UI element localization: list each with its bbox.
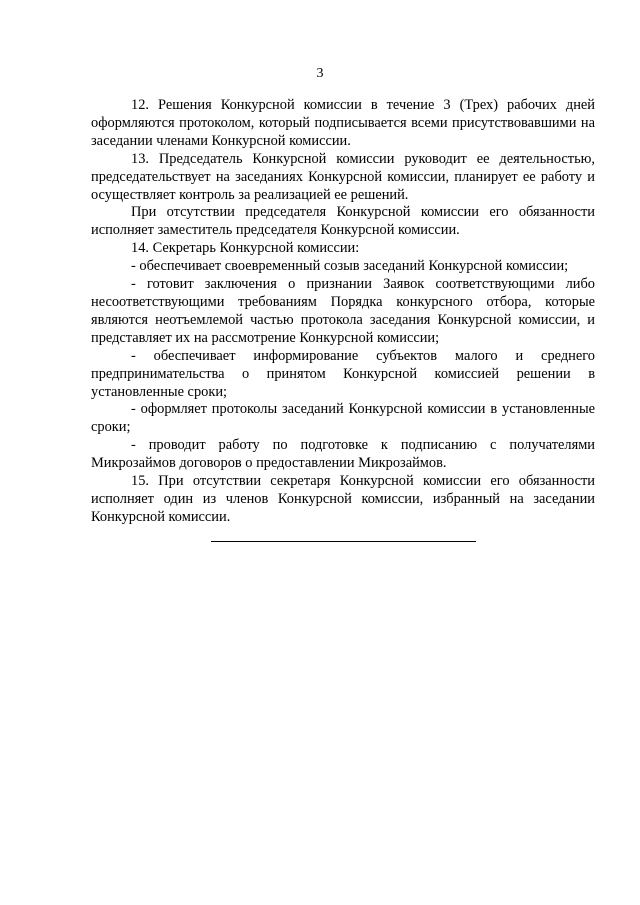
paragraph-13-chairman: 13. Председатель Конкурсной комиссии руководит ее деятельностью, председательствует на заседаниях Конкурсной комиссии, планирует ее работу и осуществляет контроль за реализацией ее решений.: [91, 150, 595, 203]
end-divider-line: [211, 541, 476, 542]
paragraph-12-decisions: 12. Решения Конкурсной комиссии в течение 3 (Трех) рабочих дней оформляются протоколом, который подписывается всеми присутствовавшими на заседании членами Конкурсной комиссии.: [91, 97, 595, 149]
paragraph-14-secretary: 14. Секретарь Конкурсной комиссии:: [131, 240, 360, 257]
list-item-conclusions: - готовит заключения о признании Заявок соответствующими либо несоответствующими требованиям Порядка конкурсного отбора, которые являются неотъемлемой частью протокола заседания Конкурсной комиссии, и представляет их на рассмотрение Конкурсной комиссии;: [91, 276, 595, 346]
list-item-convening: - обеспечивает своевременный созыв заседаний Конкурсной комиссии;: [131, 258, 569, 275]
list-item-informing: - обеспечивает информирование субъектов малого и среднего предпринимательства о принятом Конкурсной комиссией решении в установленные сроки;: [91, 347, 595, 400]
list-item-contracts: - проводит работу по подготовке к подписанию с получателями Микрозаймов договоров о предоставлении Микрозаймов.: [91, 437, 595, 472]
document-body: [91, 97, 595, 527]
list-item-minutes: - оформляет протоколы заседаний Конкурсной комиссии в установленные сроки;: [91, 401, 595, 436]
page-number: 3: [316, 66, 324, 81]
paragraph-15-secretary-absence: 15. При отсутствии секретаря Конкурсной комиссии его обязанности исполняет один из членов Конкурсной комиссии, избранный на заседании Конкурсной комиссии.: [91, 473, 595, 525]
paragraph-chairman-absence: При отсутствии председателя Конкурсной комиссии его обязанности исполняет заместитель председателя Конкурсной комиссии.: [91, 204, 595, 239]
